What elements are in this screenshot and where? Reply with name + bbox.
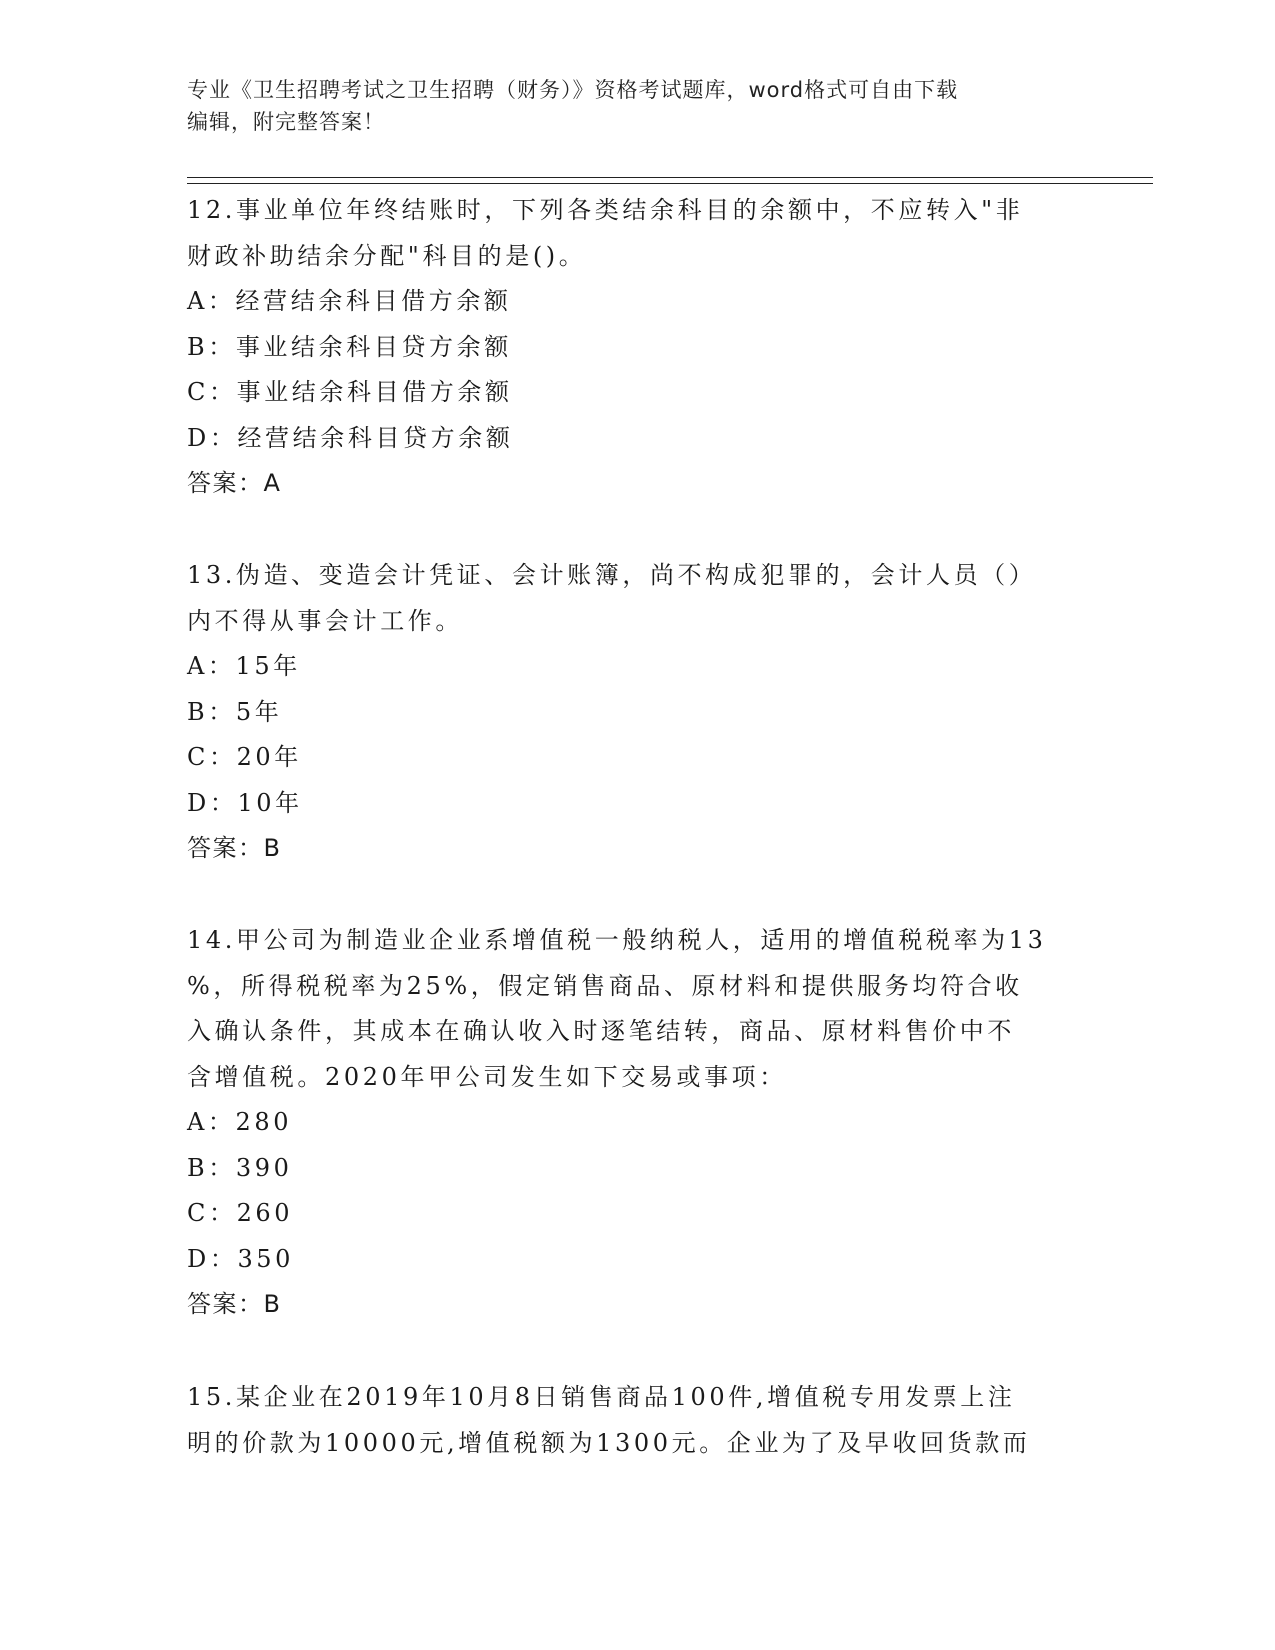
option-b: B：390	[187, 1153, 293, 1182]
question-stem-line: 明的价款为10000元,增值税额为1300元。企业为了及早收回货款而	[187, 1428, 1031, 1457]
question-stem-line: 12.事业单位年终结账时，下列各类结余科目的余额中，不应转入"非	[187, 196, 1024, 224]
question-14	[187, 918, 1087, 1328]
option-d: D：10年	[187, 788, 303, 817]
answer: 答案：B	[187, 834, 282, 862]
question-12	[187, 188, 1087, 507]
question-stem-line: 财政补助结余分配"科目的是()。	[187, 241, 587, 270]
question-stem-line: 14.甲公司为制造业企业系增值税一般纳税人，适用的增值税税率为13	[187, 926, 1047, 954]
option-a: A：280	[187, 1108, 293, 1136]
question-13	[187, 553, 1087, 872]
question-stem-line: 内不得从事会计工作。	[187, 606, 463, 635]
question-stem-line: 含增值税。2020年甲公司发生如下交易或事项：	[187, 1062, 787, 1091]
answer: 答案：A	[187, 469, 282, 497]
option-a: A：15年	[187, 652, 301, 680]
answer: 答案：B	[187, 1290, 282, 1318]
question-stem-line: 入确认条件，其成本在确认收入时逐笔结转，商品、原材料售价中不	[187, 1017, 1015, 1045]
option-c: C：20年	[187, 743, 302, 771]
option-d: D：350	[187, 1244, 295, 1273]
question-stem-line: 15.某企业在2019年10月8日销售商品100件,增值税专用发票上注	[187, 1383, 1016, 1411]
option-c: C：260	[187, 1199, 294, 1227]
option-d: D：经营结余科目贷方余额	[187, 423, 514, 452]
question-stem-line: %，所得税税率为25%，假定销售商品、原材料和提供服务均符合收	[187, 971, 1023, 1000]
question-15	[187, 1375, 1087, 1466]
header-divider-bottom	[187, 183, 1153, 184]
header-divider-top	[187, 177, 1153, 178]
option-b: B：5年	[187, 697, 283, 726]
document-header	[187, 74, 1067, 138]
header-line-1: 专业《卫生招聘考试之卫生招聘（财务）》资格考试题库，word格式可自由下载	[187, 78, 959, 102]
option-a: A：经营结余科目借方余额	[187, 287, 512, 315]
option-b: B：事业结余科目贷方余额	[187, 332, 512, 361]
option-c: C：事业结余科目借方余额	[187, 378, 513, 406]
header-line-2: 编辑，附完整答案！	[187, 110, 385, 134]
question-stem-line: 13.伪造、变造会计凭证、会计账簿，尚不构成犯罪的，会计人员（）	[187, 561, 1037, 589]
